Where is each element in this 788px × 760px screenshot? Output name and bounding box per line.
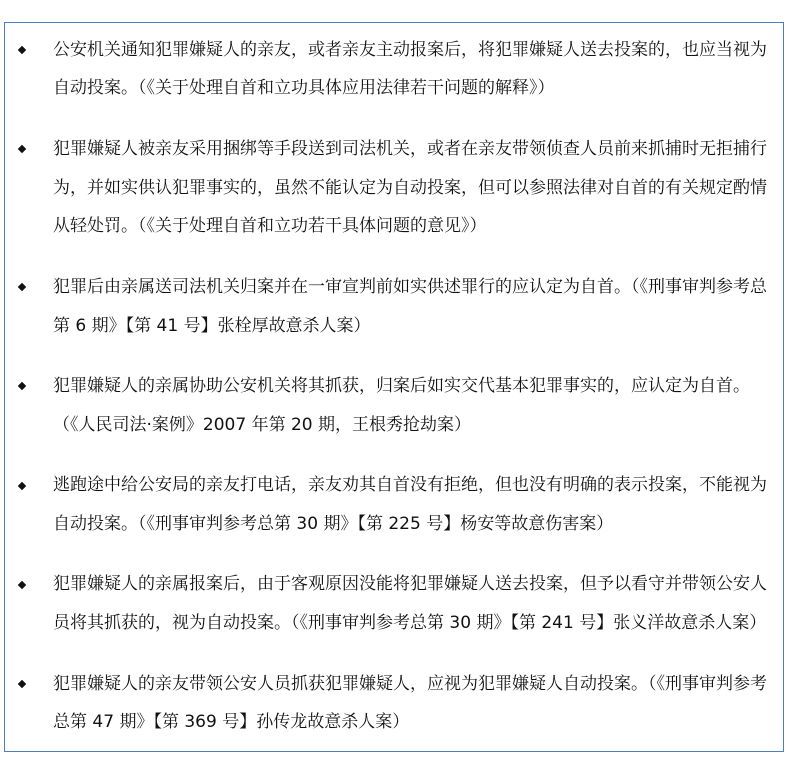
list-item (5, 130, 775, 246)
item-source: （《刑事审判参考总第 30 期》【第 241 号】张义洋故意杀人案） (291, 613, 767, 634)
list-item (5, 665, 775, 743)
diamond-bullet-icon (18, 283, 26, 291)
item-statement: 犯罪后由亲属送司法机关归案并在一审宣判前如实供述罪行的应认定为自首。 (53, 276, 631, 297)
bullet-list (5, 31, 783, 743)
list-item (5, 367, 775, 445)
item-source: （《刑事审判参考总第 47 期》【第 369 号】孙传龙故意杀人案） (53, 673, 767, 733)
item-statement: 逃跑途中给公安局的亲友打电话，亲友劝其自首没有拒绝，但也没有明确的表示投案，不能视为自动投案。 (53, 475, 767, 534)
item-statement: 犯罪嫌疑人的亲属协助公安机关将其抓获，归案后如实交代基本犯罪事实的，应认定为自首。 (53, 375, 750, 396)
item-statement: 犯罪嫌疑人的亲属报案后，由于客观原因没能将犯罪嫌疑人送去投案，但予以看守并带领公安人员将其抓获的，视为自动投案。 (53, 574, 767, 634)
list-item (5, 466, 775, 544)
diamond-bullet-icon (18, 481, 26, 489)
list-item (5, 565, 775, 643)
item-statement: 犯罪嫌疑人的亲友带领公安人员抓获犯罪嫌疑人，应视为犯罪嫌疑人自动投案。 (53, 673, 648, 694)
item-source: （《人民司法·案例》2007 年第 20 期，王根秀抢劫案） (53, 414, 472, 435)
diamond-bullet-icon (18, 382, 26, 390)
item-source: （《关于处理自首和立功具体应用法律若干问题的解释》） (138, 78, 555, 99)
item-statement: 犯罪嫌疑人被亲友采用捆绑等手段送到司法机关，或者在亲友带领侦查人员前来抓捕时无拒捕行为，并如实供认犯罪事实的，虽然不能认定为自动投案，但可以参照法律对自首的有关规定酌情从轻处罚。 (53, 138, 767, 237)
item-source: （《关于处理自首和立功若干具体问题的意见》） (138, 216, 487, 237)
item-source: （《刑事审判参考总第 6 期》【第 41 号】张栓厚故意杀人案） (53, 276, 767, 336)
list-item (5, 31, 775, 109)
item-source: （《刑事审判参考总第 30 期》【第 225 号】杨安等故意伤害案） (138, 513, 614, 534)
diamond-bullet-icon (18, 580, 26, 588)
list-item (5, 268, 775, 346)
diamond-bullet-icon (18, 145, 26, 153)
diamond-bullet-icon (18, 680, 26, 688)
diamond-bullet-icon (18, 46, 26, 54)
item-statement: 公安机关通知犯罪嫌疑人的亲友，或者亲友主动报案后，将犯罪嫌疑人送去投案的，也应当视为自动投案。 (53, 39, 767, 99)
document-box (4, 22, 784, 752)
